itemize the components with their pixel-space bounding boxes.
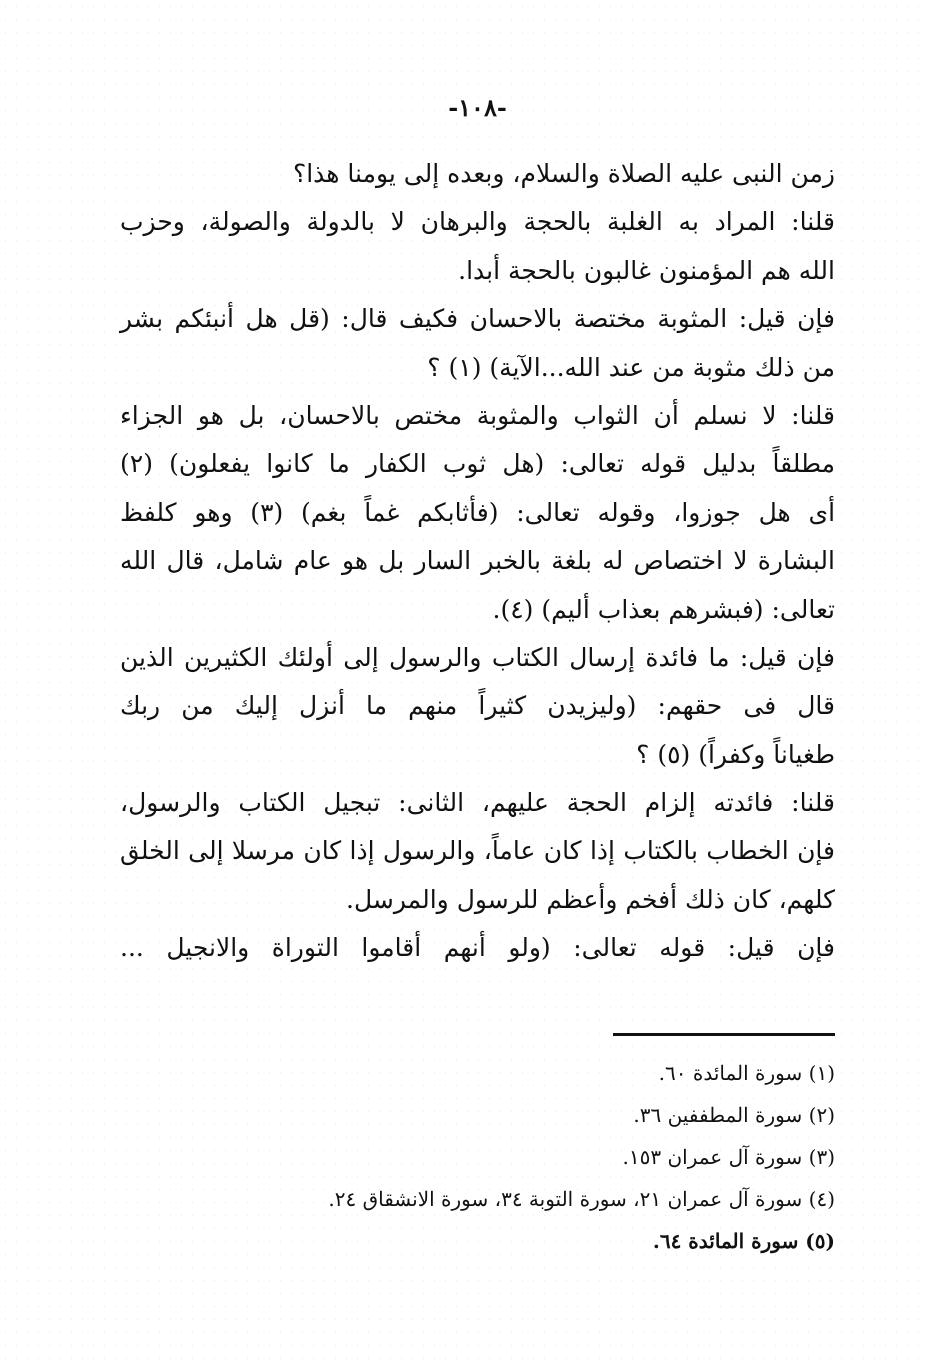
text-line: طغياناً وكفراً) (٥) ؟: [636, 739, 835, 769]
text-line: تعالى: (فبشرهم بعذاب أليم) (٤).: [492, 594, 835, 624]
text-line: مطلقاً بدليل قوله تعالى: (هل ثوب الكفار ما كانوا يفعلون) (٢): [120, 449, 835, 479]
footnote: (٥) سورة المائدة ٦٤.: [652, 1228, 835, 1253]
page-number: -١٠٨-: [448, 93, 507, 122]
footnote-separator: [613, 1033, 835, 1036]
footnotes: [120, 1052, 835, 1262]
text-line: فإن قيل: ما فائدة إرسال الكتاب والرسول إلى أولئك الكثيرين الذين: [120, 642, 835, 672]
text-line: كلهم، كان ذلك أفخم وأعظم للرسول والمرسل.: [346, 884, 835, 914]
body-text: [120, 150, 835, 973]
text-line: فإن قيل: المثوبة مختصة بالاحسان فكيف قال: (قل هل أنبئكم بشر: [120, 304, 835, 334]
footnote: (٤) سورة آل عمران ٢١، سورة التوبة ٣٤، سورة الانشقاق ٢٤.: [328, 1186, 835, 1211]
text-line: قلنا: فائدته إلزام الحجة عليهم، الثانى: تبجيل الكتاب والرسول،: [120, 788, 835, 818]
footnote: (٢) سورة المطففين ٣٦.: [633, 1102, 835, 1127]
document-page: [120, 88, 835, 1262]
text-line: فإن الخطاب بالكتاب إذا كان عاماً، والرسول إذا كان مرسلا إلى الخلق: [120, 836, 835, 866]
text-line: قال فى حقهم: (وليزيدن كثيراً منهم ما أنزل إليك من ربك: [120, 691, 835, 721]
text-line: قلنا: المراد به الغلبة بالحجة والبرهان لا بالدولة والصولة، وحزب: [120, 207, 835, 237]
text-line: الله هم المؤمنون غالبون بالحجة أبدا.: [458, 255, 835, 285]
text-line: من ذلك مثوبة من عند الله...الآية) (١) ؟: [427, 352, 835, 382]
text-line: زمن النبى عليه الصلاة والسلام، وبعده إلى يومنا هذا؟: [292, 159, 835, 188]
text-line: قلنا: لا نسلم أن الثواب والمثوبة مختص بالاحسان، بل هو الجزاء: [120, 400, 835, 430]
text-line: البشارة لا اختصاص له بلغة بالخبر السار بل هو عام شامل، قال الله: [120, 546, 835, 576]
text-line: فإن قيل: قوله تعالى: (ولو أنهم أقاموا التوراة والانجيل ...: [120, 933, 835, 963]
footnote: (١) سورة المائدة ٦٠.: [658, 1060, 835, 1085]
footnote: (٣) سورة آل عمران ١٥٣.: [622, 1144, 835, 1169]
text-line: أى هل جوزوا، وقوله تعالى: (فأثابكم غماً بغم) (٣) وهو كلفظ: [120, 497, 836, 527]
